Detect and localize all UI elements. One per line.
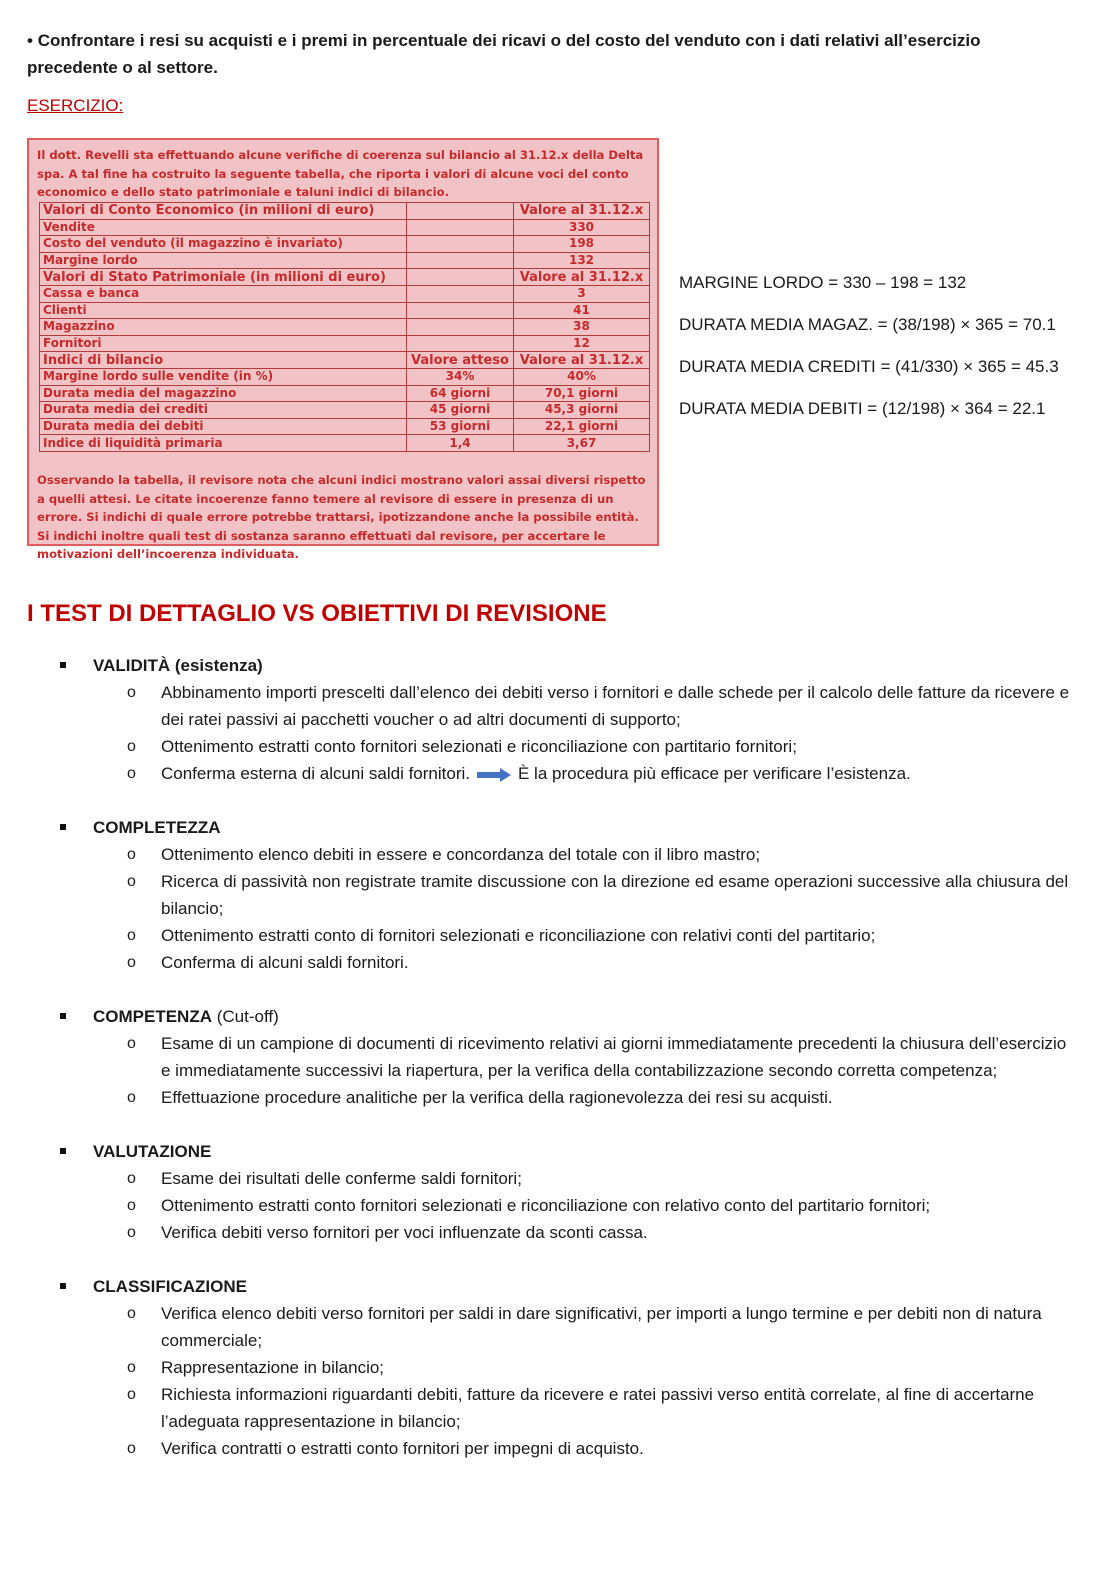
circle-bullet-icon: o xyxy=(127,1440,136,1457)
scan-cell-label: Valori di Stato Patrimoniale (in milioni di euro) xyxy=(40,269,407,286)
scan-table-row xyxy=(40,352,650,369)
scan-cell-label: Margine lordo sulle vendite (in %) xyxy=(40,368,407,385)
circle-bullet-icon: o xyxy=(127,873,136,890)
circle-bullet-icon: o xyxy=(127,1305,136,1322)
test-group-subtitle: (Cut-off) xyxy=(216,1007,279,1026)
test-item xyxy=(60,1219,1080,1246)
scan-table-row xyxy=(40,302,650,319)
scan-cell-expected: 45 giorni xyxy=(407,402,514,419)
test-item-text: Verifica contratti o estratti conto fornitori per impegni di acquisto. xyxy=(161,1439,644,1458)
test-item xyxy=(60,760,1080,787)
scan-cell-expected: 53 giorni xyxy=(407,418,514,435)
scan-cell-expected: Valore atteso xyxy=(407,352,514,369)
test-group xyxy=(60,1273,1080,1462)
right-arrow-icon xyxy=(476,768,512,782)
test-group-heading xyxy=(60,1273,1080,1300)
test-item-text: Verifica elenco debiti verso fornitori per saldi in dare significativi, per importi a lungo termine e per debiti non di natura commerciale; xyxy=(161,1304,1042,1350)
scan-cell-label: Indice di liquidità primaria xyxy=(40,435,407,452)
exercise-scan xyxy=(27,138,659,561)
test-item-text: Ottenimento estratti conto fornitori selezionati e riconciliazione con relativo conto del partitario fornitori; xyxy=(161,1196,931,1215)
scan-cell-value: 45,3 giorni xyxy=(514,402,650,419)
scan-table-row xyxy=(40,402,650,419)
test-item-text: Abbinamento importi prescelti dall’elenco dei debiti verso i fornitori e dalle schede per il calcolo delle fatture da ricevere e dei ratei passivi ai pacchetti voucher o ad altri documenti di supporto; xyxy=(161,683,1070,729)
scan-cell-expected: 34% xyxy=(407,368,514,385)
test-group-heading xyxy=(60,1003,1080,1030)
scan-cell-value: 132 xyxy=(514,252,650,269)
scan-table-row xyxy=(40,368,650,385)
scan-table-row xyxy=(40,269,650,286)
exercise-label: ESERCIZIO: xyxy=(27,96,124,115)
test-group-title: VALIDITÀ (esistenza) xyxy=(93,656,263,675)
test-group xyxy=(60,814,1080,976)
scan-cell-value: 40% xyxy=(514,368,650,385)
square-bullet-icon xyxy=(60,1283,66,1289)
circle-bullet-icon: o xyxy=(127,1170,136,1187)
test-item-text: Ottenimento elenco debiti in essere e concordanza del totale con il libro mastro; xyxy=(161,845,761,864)
square-bullet-icon xyxy=(60,1013,66,1019)
scan-cell-value: 41 xyxy=(514,302,650,319)
test-item xyxy=(60,922,1080,949)
circle-bullet-icon: o xyxy=(127,1197,136,1214)
scan-cell-value: Valore al 31.12.x xyxy=(514,352,650,369)
scan-cell-expected xyxy=(407,269,514,286)
tests-list xyxy=(60,652,1080,1489)
scan-cell-expected xyxy=(407,285,514,302)
scan-table xyxy=(39,202,650,452)
circle-bullet-icon: o xyxy=(127,954,136,971)
test-item-text: Verifica debiti verso fornitori per voci influenzate da sconti cassa. xyxy=(161,1223,648,1242)
scan-intro-text: Il dott. Revelli sta effettuando alcune verifiche di coerenza sul bilancio al 31.12.x della Delta spa. A tal fine ha costruito la seguente tabella, che riporta i valori di alcune voci del conto economico e dello stato patrimoniale e taluni indici di bilancio. xyxy=(37,148,644,199)
test-group-title: CLASSIFICAZIONE xyxy=(93,1277,247,1296)
scan-table-row xyxy=(40,252,650,269)
scan-cell-value: 3 xyxy=(514,285,650,302)
scan-cell-value: 198 xyxy=(514,236,650,253)
scan-table-row xyxy=(40,219,650,236)
circle-bullet-icon: o xyxy=(127,765,136,782)
scan-cell-expected xyxy=(407,203,514,220)
calculations-block xyxy=(679,262,1059,430)
test-item-text: Effettuazione procedure analitiche per la verifica della ragionevolezza dei resi su acquisti. xyxy=(161,1088,833,1107)
test-item-text: Rappresentazione in bilancio; xyxy=(161,1358,385,1377)
calculation-line: DURATA MEDIA MAGAZ. = (38/198) × 365 = 70.1 xyxy=(679,315,1056,334)
scan-cell-value: 70,1 giorni xyxy=(514,385,650,402)
scan-cell-value: 22,1 giorni xyxy=(514,418,650,435)
test-group-title: COMPLETEZZA xyxy=(93,818,221,837)
scan-cell-value: 12 xyxy=(514,335,650,352)
test-group-title: COMPETENZA xyxy=(93,1007,212,1026)
intro-text: Confrontare i resi su acquisti e i premi in percentuale dei ricavi o del costo del venduto con i dati relativi all’esercizio precedente o al settore. xyxy=(27,31,981,77)
scan-cell-label: Durata media dei crediti xyxy=(40,402,407,419)
test-group-heading xyxy=(60,1138,1080,1165)
section-title: I TEST DI DETTAGLIO VS OBIETTIVI DI REVISIONE xyxy=(27,600,607,627)
scan-table-row xyxy=(40,418,650,435)
circle-bullet-icon: o xyxy=(127,846,136,863)
scan-table-row xyxy=(40,435,650,452)
scan-table-row xyxy=(40,285,650,302)
scan-cell-expected xyxy=(407,236,514,253)
circle-bullet-icon: o xyxy=(127,1386,136,1403)
test-item xyxy=(60,1381,1080,1435)
scan-cell-value: 38 xyxy=(514,319,650,336)
test-item xyxy=(60,1354,1080,1381)
scan-cell-expected: 64 giorni xyxy=(407,385,514,402)
test-item xyxy=(60,1192,1080,1219)
scan-cell-label: Valori di Conto Economico (in milioni di euro) xyxy=(40,203,407,220)
scan-cell-expected xyxy=(407,335,514,352)
scan-cell-label: Clienti xyxy=(40,302,407,319)
scan-cell-expected xyxy=(407,252,514,269)
circle-bullet-icon: o xyxy=(127,684,136,701)
scan-cell-label: Fornitori xyxy=(40,335,407,352)
test-item-text: Ottenimento estratti conto fornitori selezionati e riconciliazione con partitario fornitori; xyxy=(161,737,797,756)
square-bullet-icon xyxy=(60,662,66,668)
test-group-heading xyxy=(60,814,1080,841)
test-item xyxy=(60,1084,1080,1111)
calculation-line: MARGINE LORDO = 330 – 198 = 132 xyxy=(679,273,967,292)
test-item-text: Conferma esterna di alcuni saldi fornitori. xyxy=(161,764,470,783)
test-item xyxy=(60,841,1080,868)
circle-bullet-icon: o xyxy=(127,738,136,755)
test-item-text: Conferma di alcuni saldi fornitori. xyxy=(161,953,409,972)
scan-cell-label: Durata media del magazzino xyxy=(40,385,407,402)
scan-table-row xyxy=(40,385,650,402)
test-item xyxy=(60,733,1080,760)
scan-cell-value: 330 xyxy=(514,219,650,236)
test-item xyxy=(60,679,1080,733)
scan-cell-value: Valore al 31.12.x xyxy=(514,269,650,286)
circle-bullet-icon: o xyxy=(127,1089,136,1106)
test-item-text: Esame dei risultati delle conferme saldi fornitori; xyxy=(161,1169,522,1188)
scan-cell-expected xyxy=(407,302,514,319)
test-group-title: VALUTAZIONE xyxy=(93,1142,212,1161)
test-item-text: Richiesta informazioni riguardanti debiti, fatture da ricevere e ratei passivi verso entità correlate, al fine di accertarne l’adeguata rappresentazione in bilancio; xyxy=(161,1385,1035,1431)
scan-cell-expected xyxy=(407,219,514,236)
scan-cell-value: 3,67 xyxy=(514,435,650,452)
test-item-text: Ottenimento estratti conto di fornitori selezionati e riconciliazione con relativi conti del partitario; xyxy=(161,926,876,945)
scan-cell-expected: 1,4 xyxy=(407,435,514,452)
test-item-text: Esame di un campione di documenti di ricevimento relativi ai giorni immediatamente precedenti la chiusura dell’esercizio e immediatamente successivi la riapertura, per la verifica della contabilizzazione secondo corretta competenza; xyxy=(161,1034,1067,1080)
scan-cell-label: Magazzino xyxy=(40,319,407,336)
scan-cell-value: Valore al 31.12.x xyxy=(514,203,650,220)
scan-cell-label: Durata media dei debiti xyxy=(40,418,407,435)
test-group xyxy=(60,652,1080,787)
scan-cell-label: Cassa e banca xyxy=(40,285,407,302)
test-item xyxy=(60,868,1080,922)
square-bullet-icon xyxy=(60,824,66,830)
test-item xyxy=(60,1165,1080,1192)
scan-cell-label: Vendite xyxy=(40,219,407,236)
scan-cell-label: Indici di bilancio xyxy=(40,352,407,369)
calculation-line: DURATA MEDIA DEBITI = (12/198) × 364 = 22.1 xyxy=(679,399,1046,418)
circle-bullet-icon: o xyxy=(127,1359,136,1376)
square-bullet-icon xyxy=(60,1148,66,1154)
scan-table-row xyxy=(40,319,650,336)
test-group xyxy=(60,1138,1080,1246)
circle-bullet-icon: o xyxy=(127,927,136,944)
calculation-line: DURATA MEDIA CREDITI = (41/330) × 365 = 45.3 xyxy=(679,357,1059,376)
intro-paragraph xyxy=(27,27,1057,81)
test-item xyxy=(60,1435,1080,1462)
test-group-heading xyxy=(60,652,1080,679)
test-item-note: È la procedura più efficace per verificare l’esistenza. xyxy=(517,764,911,783)
scan-cell-label: Margine lordo xyxy=(40,252,407,269)
circle-bullet-icon: o xyxy=(127,1224,136,1241)
intro-bullet: • xyxy=(27,31,33,50)
scan-table-row xyxy=(40,203,650,220)
test-item xyxy=(60,1300,1080,1354)
scan-cell-expected xyxy=(407,319,514,336)
scan-outro-text: Osservando la tabella, il revisore nota che alcuni indici mostrano valori assai diversi rispetto a quelli attesi. Le citate incoerenze fanno temere al revisore di essere in presenza di un errore. Si indichi di quale errore potrebbe trattarsi, ipotizzandone anche la possibile entità. Si indichi inoltre quali test di sostanza saranno effettuati dal revisore, per accertare le motivazioni dell’incoerenza individuata. xyxy=(37,473,646,561)
test-group xyxy=(60,1003,1080,1111)
scan-table-row xyxy=(40,335,650,352)
circle-bullet-icon: o xyxy=(127,1035,136,1052)
test-item xyxy=(60,1030,1080,1084)
test-item-text: Ricerca di passività non registrate tramite discussione con la direzione ed esame operazioni successive alla chiusura del bilancio; xyxy=(161,872,1069,918)
scan-cell-label: Costo del venduto (il magazzino è invariato) xyxy=(40,236,407,253)
test-item xyxy=(60,949,1080,976)
scan-table-row xyxy=(40,236,650,253)
